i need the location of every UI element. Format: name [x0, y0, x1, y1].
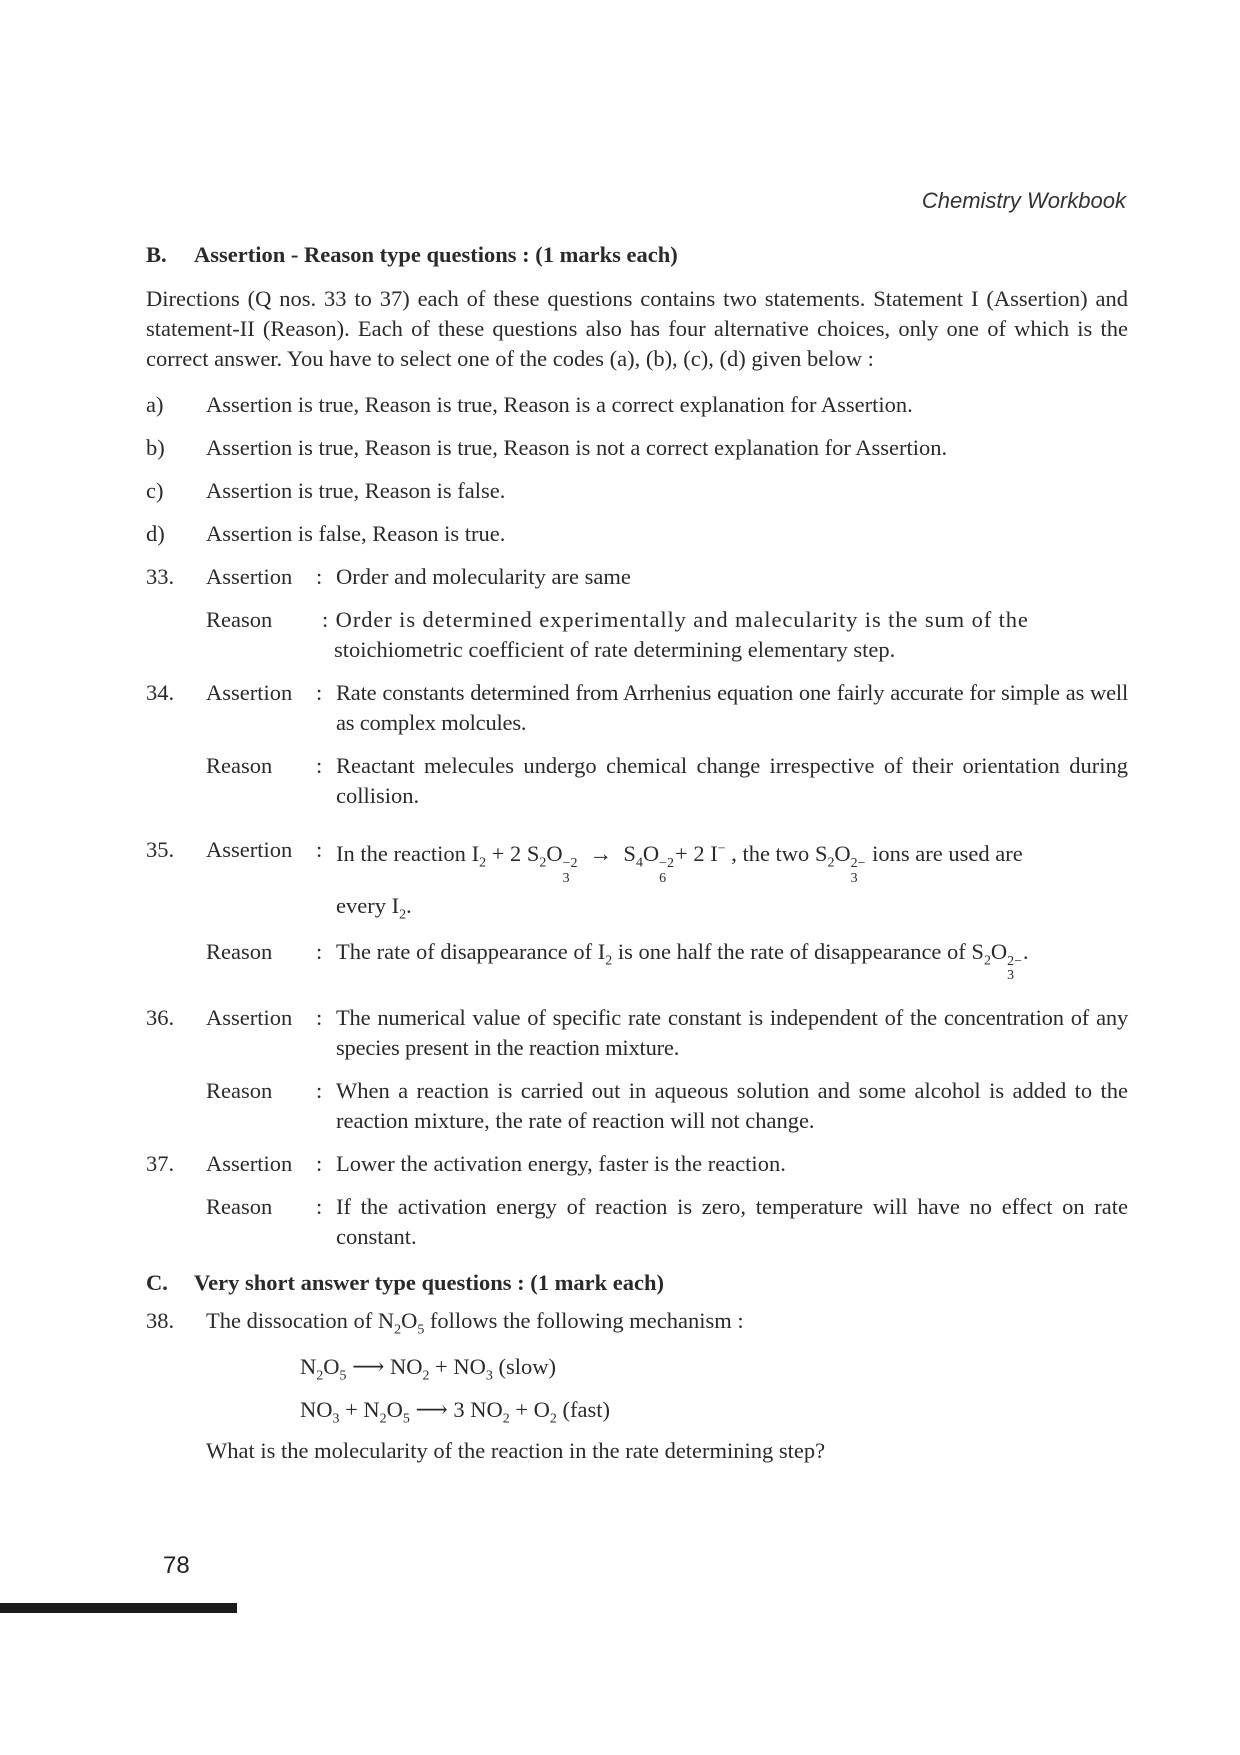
- assertion-label: Assertion: [206, 680, 293, 705]
- page-content: [146, 240, 1128, 1466]
- option-text: Assertion is true, Reason is true, Reason is a correct explanation for Assertion.: [206, 392, 913, 417]
- step-rate-tag: (slow): [498, 1354, 556, 1380]
- reason-line-2: stoichiometric coefficient of rate determining elementary step.: [334, 637, 896, 662]
- colon: :: [316, 837, 323, 862]
- colon: :: [316, 680, 323, 705]
- question-38: [146, 1306, 1128, 1336]
- assertion-label: Assertion: [206, 564, 293, 589]
- question-number: 37.: [146, 1151, 175, 1177]
- colon: :: [316, 1151, 323, 1177]
- reason-label: Reason: [206, 753, 273, 778]
- assertion-label: Assertion: [206, 1151, 293, 1177]
- reason-label: Reason: [206, 1078, 273, 1104]
- section-title: Very short answer type questions : (1 mark each): [194, 1270, 664, 1296]
- assertion-text: The numerical value of specific rate constant is independent of the concentration of any species present in the reaction mixture.: [336, 1005, 1128, 1061]
- mechanism-step-1: $N_2O_5$ ⟶ $NO_2 + NO_3$ (slow): [300, 1354, 556, 1384]
- step-rate-tag: (fast): [562, 1397, 610, 1423]
- assertion-label: Assertion: [206, 1005, 293, 1031]
- footer-bar: [0, 1603, 237, 1613]
- question-34-assertion: [146, 678, 1128, 738]
- question-35-assertion: [146, 835, 1128, 925]
- reason-text: The rate of disappearance of $I_2$ is one half the rate of disappearance of $S_2O$ 2− 3 .: [336, 938, 1029, 984]
- thiosulfate-ion: $S_2O$ 2− 3: [814, 841, 866, 886]
- section-letter: C.: [146, 1270, 168, 1296]
- reason-text: [322, 605, 1128, 665]
- reason-label: Reason: [206, 1194, 273, 1220]
- question-38-text: What is the molecularity of the reaction in the rate determining step?: [206, 1438, 826, 1464]
- section-c-heading: [146, 1268, 1128, 1298]
- colon: :: [316, 938, 323, 964]
- question-36-reason: [146, 1076, 1128, 1136]
- assertion-text: Rate constants determined from Arrhenius equation one fairly accurate for simple as well as complex molcules.: [336, 680, 1128, 735]
- option-c: [146, 476, 1128, 506]
- option-b: [146, 433, 1128, 463]
- question-34-reason: [146, 751, 1128, 811]
- option-label: b): [146, 435, 165, 460]
- option-d: [146, 519, 1128, 549]
- option-label: c): [146, 478, 164, 503]
- colon: :: [316, 1078, 323, 1104]
- option-text: Assertion is true, Reason is true, Reason is not a correct explanation for Assertion.: [206, 435, 948, 460]
- question-33-assertion: [146, 562, 1128, 592]
- reason-text: Reactant melecules undergo chemical change irrespective of their orientation during collision.: [336, 753, 1128, 808]
- question-35-reason: [146, 937, 1128, 985]
- option-a: [146, 390, 1128, 420]
- section-title: Assertion - Reason type questions : (1 marks each): [194, 242, 678, 267]
- option-text: Assertion is false, Reason is true.: [206, 521, 506, 546]
- assertion-text: In the reaction $I_2 + 2$ $S_2O$ −2 3 → $S_4O$ −2 6 + 2 I− , the two $S_2O$ 2− 3 ions are used are every $I_2$.: [336, 841, 1023, 923]
- question-36-assertion: [146, 1003, 1128, 1063]
- question-37-reason: [146, 1192, 1128, 1252]
- running-header: Chemistry Workbook: [921, 188, 1126, 213]
- colon: :: [316, 1194, 323, 1220]
- question-number: 36.: [146, 1005, 175, 1031]
- reason-text: If the activation energy of reaction is zero, temperature will have no effect on rate constant.: [336, 1194, 1128, 1250]
- colon: :: [316, 564, 323, 589]
- reason-text: When a reaction is carried out in aqueous solution and some alcohol is added to the reaction mixture, the rate of reaction will not change.: [336, 1078, 1128, 1134]
- option-label: a): [146, 392, 164, 417]
- colon: :: [316, 1005, 323, 1031]
- reason-line-1: : Order is determined experimentally and malecularity is the sum of the: [322, 607, 1029, 632]
- mechanism-step-2: $NO_3 + N_2O_5$ ⟶ 3 $NO_2 + O_2$ (fast): [300, 1397, 610, 1427]
- question-37-assertion: [146, 1149, 1128, 1179]
- reaction-equation: $I_2 + 2$ $S_2O$ −2 3 → $S_4O$ −2 6 + 2 I−: [471, 841, 726, 886]
- section-letter: B.: [146, 242, 167, 267]
- section-b-heading: [146, 240, 1128, 270]
- reason-label: Reason: [206, 607, 273, 632]
- question-number: 38.: [146, 1308, 175, 1334]
- question-33-reason: [146, 605, 1128, 665]
- reason-label: Reason: [206, 938, 273, 964]
- page-number: 78: [163, 1552, 190, 1579]
- option-text: Assertion is true, Reason is false.: [206, 478, 506, 503]
- option-label: d): [146, 521, 165, 546]
- question-number: 33.: [146, 564, 175, 589]
- assertion-text: Lower the activation energy, faster is the reaction.: [336, 1151, 786, 1177]
- assertion-text: Order and molecularity are same: [336, 564, 631, 589]
- directions-paragraph: Directions (Q nos. 33 to 37) each of these questions contains two statements. Statement I (Assertion) and statement-II (Reason). Each of these questions also has four alternative choices, only one of which is the correct answer. You have to select one of the codes (a), (b), (c), (d) given below :: [146, 286, 1128, 371]
- question-38-intro: The dissocation of $N_2O_5$ follows the following mechanism :: [206, 1308, 744, 1338]
- question-number: 34.: [146, 680, 175, 705]
- assertion-label: Assertion: [206, 837, 293, 862]
- colon: :: [316, 753, 323, 778]
- question-number: 35.: [146, 837, 175, 862]
